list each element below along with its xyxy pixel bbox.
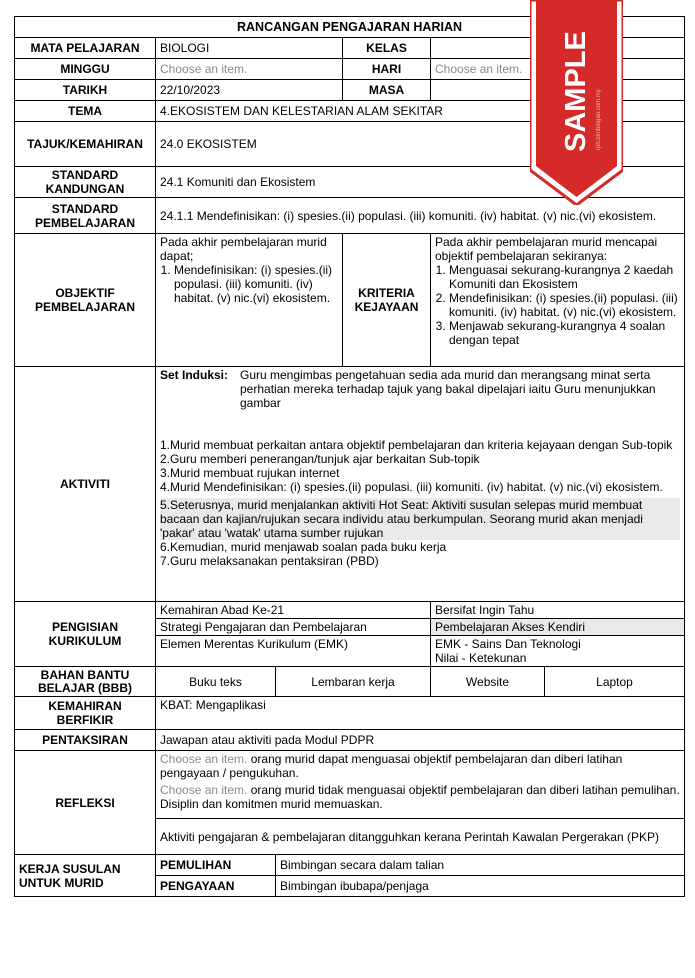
label-kriteria — [343, 234, 431, 367]
label-kelas: KELAS — [343, 38, 431, 59]
bbb-item[interactable]: Laptop — [545, 667, 685, 697]
value-mata-pelajaran[interactable]: BIOLOGI — [156, 38, 343, 59]
aktiviti-step: 3.Murid membuat rujukan internet — [160, 466, 340, 480]
label-tarikh: TARIKH — [15, 80, 156, 101]
kriteria-item: 3. Menjawab sekurang-kurangnya 4 soalan dengan tepat — [449, 319, 680, 347]
value-standard-kandungan[interactable]: 24.1 Komuniti dan Ekosistem — [156, 167, 685, 198]
label-tajuk: TAJUK/KEMAHIRAN — [15, 122, 156, 167]
value-pemulihan[interactable]: Bimbingan secara dalam talian — [276, 855, 685, 876]
value-pentaksiran[interactable]: Jawapan atau aktiviti pada Modul PDPR — [156, 730, 685, 751]
aktiviti-step: 2.Guru memberi penerangan/tunjuk ajar berkaitan Sub-topik — [160, 452, 480, 466]
objektif-item: 1. Mendefinisikan: (i) spesies.(ii) populasi. (iii) komuniti. (iv) habitat. (v) nic.(vi) ekosistem. — [174, 263, 338, 305]
objektif-intro: Pada akhir pembelajaran murid dapat; — [160, 235, 327, 263]
label-objektif-1: OBJEKTIF — [55, 286, 115, 300]
pengisian-nilai: Nilai - Ketekunan — [435, 651, 527, 665]
bbb-item[interactable]: Lembaran kerja — [276, 667, 431, 697]
label-bbb: BAHAN BANTU BELAJAR (BBB) — [15, 667, 156, 697]
aktiviti-content[interactable] — [156, 367, 685, 602]
bbb-item[interactable]: Buku teks — [156, 667, 276, 697]
aktiviti-step: 5.Seterusnya, murid menjalankan aktiviti Hot Seat: Aktiviti susulan selepas murid membuat bacaan dan kajian/rujukan secara individu atau berkumpulan. Seorang murid akan menjadi 'pakar' atau 'watak' utama sumber rujukan — [160, 498, 680, 540]
value-pengayaan[interactable]: Bimbingan ibubapa/penjaga — [276, 876, 685, 897]
aktiviti-step: 7.Guru melaksanakan pentaksiran (PBD) — [160, 554, 379, 568]
label-pentaksiran: PENTAKSIRAN — [15, 730, 156, 751]
aktiviti-step: 6.Kemudian, murid menjawab soalan pada buku kerja — [160, 540, 447, 554]
objektif-content[interactable] — [156, 234, 343, 367]
label-standard-kandungan-2: KANDUNGAN — [45, 182, 125, 196]
refleksi-choose-1[interactable]: Choose an item. — [160, 752, 248, 766]
aktiviti-step: 4.Murid Mendefinisikan: (i) spesies.(ii) populasi. (iii) komuniti. (iv) habitat. (v) nic.(vi) ekosistem. — [160, 480, 663, 494]
refleksi-content[interactable] — [156, 751, 685, 819]
pengisian-cell[interactable]: Pembelajaran Akses Kendiri — [431, 619, 685, 636]
refleksi-note[interactable]: Aktiviti pengajaran & pembelajaran ditangguhkan kerana Perintah Kawalan Pergerakan (PKP) — [156, 819, 685, 855]
label-kriteria-2: KEJAYAAN — [354, 300, 419, 314]
label-aktiviti: AKTIVITI — [15, 367, 156, 602]
minggu-dropdown[interactable]: Choose an item. — [156, 59, 343, 80]
pengisian-cell[interactable]: Elemen Merentas Kurikulum (EMK) — [156, 636, 431, 667]
refleksi-line-1 — [160, 752, 680, 780]
label-pengisian — [15, 602, 156, 667]
refleksi-text-1: orang murid dapat menguasai objektif pembelajaran dan diberi latihan pengayaan / pengukuhan. — [160, 752, 623, 780]
pengisian-emk-nilai[interactable] — [431, 636, 685, 667]
refleksi-choose-2[interactable]: Choose an item. — [160, 783, 248, 797]
refleksi-line-2 — [160, 783, 680, 811]
label-objektif — [15, 234, 156, 367]
refleksi-text-2: orang murid tidak menguasai objektif pembelajaran dan diberi latihan pemulihan. Disiplin dan komitmen murid memuaskan. — [160, 783, 680, 811]
label-kerja-susulan-2: UNTUK MURID — [19, 875, 104, 890]
value-tarikh[interactable]: 22/10/2023 — [156, 80, 343, 101]
stamp-text: SAMPLE — [560, 31, 592, 152]
set-induksi-text: Guru mengimbas pengetahuan sedia ada murid dan merangsang minat serta perhatian mereka terhadap tajuk yang bakal dipelajari iaitu Guru menunjukkan gambar — [240, 368, 656, 410]
label-tema: TEMA — [15, 101, 156, 122]
pengisian-emk: EMK - Sains Dan Teknologi — [435, 637, 581, 651]
label-kemahiran-2: BERFIKIR — [56, 713, 114, 727]
kriteria-content[interactable] — [431, 234, 685, 367]
label-objektif-2: PEMBELAJARAN — [34, 300, 135, 314]
label-mata-pelajaran: MATA PELAJARAN — [15, 38, 156, 59]
label-kemahiran-1: KEMAHIRAN — [48, 699, 122, 713]
document-title: RANCANGAN PENGAJARAN HARIAN — [15, 17, 685, 38]
aktiviti-step: 1.Murid membuat perkaitan antara objektif pembelajaran dan kriteria kejayaan dengan Sub-topik — [160, 438, 673, 452]
label-kerja-susulan — [15, 855, 156, 897]
value-tajuk[interactable]: 24.0 EKOSISTEM — [156, 122, 685, 167]
value-standard-pembelajaran[interactable]: 24.1.1 Mendefinisikan: (i) spesies.(ii) populasi. (iii) komuniti. (iv) habitat. (v) nic.(vi) ekosistem. — [156, 198, 685, 234]
hari-dropdown[interactable]: Choose an item. — [431, 59, 685, 80]
label-pengayaan: PENGAYAAN — [156, 876, 276, 897]
value-tema[interactable]: 4.EKOSISTEM DAN KELESTARIAN ALAM SEKITAR — [156, 101, 685, 122]
label-refleksi: REFLEKSI — [15, 751, 156, 855]
sample-stamp — [530, 0, 623, 205]
label-kerja-susulan-1: KERJA SUSULAN — [19, 861, 121, 876]
label-kemahiran-berfikir — [15, 697, 156, 730]
kriteria-item: 2. Mendefinisikan: (i) spesies.(ii) populasi. (iii) komuniti. (iv) habitat. (v) nic.(vi) ekosistem. — [449, 291, 680, 319]
stamp-small-text: rph.bimbingan.com.my — [596, 89, 602, 150]
label-pemulihan: PEMULIHAN — [156, 855, 276, 876]
kriteria-intro: Pada akhir pembelajaran murid mencapai objektif pembelajaran sekiranya: — [435, 235, 658, 263]
pengisian-cell[interactable]: Bersifat Ingin Tahu — [431, 602, 685, 619]
label-pengisian-2: KURIKULUM — [48, 634, 122, 648]
label-pengisian-1: PENGISIAN — [51, 620, 118, 634]
label-standard-kandungan-1: STANDARD — [51, 168, 119, 182]
value-kemahiran-berfikir[interactable]: KBAT: Mengaplikasi — [156, 697, 685, 730]
kriteria-item: 1. Menguasai sekurang-kurangnya 2 kaedah Komuniti dan Ekosistem — [449, 263, 680, 291]
label-minggu: MINGGU — [15, 59, 156, 80]
set-induksi-label: Set Induksi: — [160, 368, 229, 382]
pengisian-cell[interactable]: Strategi Pengajaran dan Pembelajaran — [156, 619, 431, 636]
label-masa: MASA — [343, 80, 431, 101]
label-standard-pembelajaran-1: STANDARD — [51, 201, 119, 216]
label-kriteria-1: KRITERIA — [358, 286, 415, 300]
set-induksi — [160, 368, 680, 410]
label-standard-kandungan — [15, 167, 156, 198]
bbb-item[interactable]: Website — [431, 667, 545, 697]
label-standard-pembelajaran — [15, 198, 156, 234]
label-hari: HARI — [343, 59, 431, 80]
label-standard-pembelajaran-2: PEMBELAJARAN — [34, 215, 135, 230]
pengisian-cell[interactable]: Kemahiran Abad Ke-21 — [156, 602, 431, 619]
